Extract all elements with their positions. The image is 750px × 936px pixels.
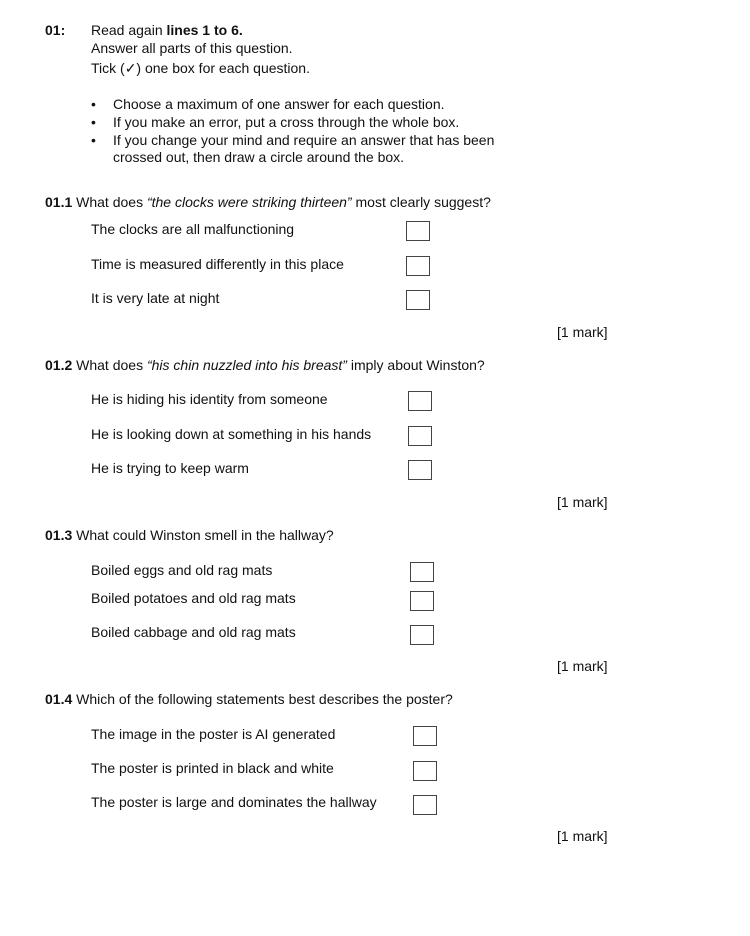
question-prefix: What does: [76, 194, 147, 210]
answer-option: The image in the poster is AI generated: [91, 726, 336, 742]
answer-option: He is looking down at something in his hands: [91, 426, 372, 442]
answer-checkbox[interactable]: [413, 761, 437, 781]
question-quote: “the clocks were striking thirteen”: [146, 194, 352, 210]
answer-option: Boiled eggs and old rag mats: [91, 562, 273, 578]
question-number: 01.1: [45, 194, 73, 210]
question-suffix: most clearly suggest?: [351, 194, 491, 210]
mark-label: [1 mark]: [557, 494, 608, 510]
question-01-3-title: [45, 527, 334, 544]
question-prefix: Which of the following statements best describes the poster?: [76, 691, 453, 707]
instruction-bullet: If you make an error, put a cross through the whole box.: [113, 114, 460, 130]
answer-option: The clocks are all malfunctioning: [91, 221, 295, 237]
answer-option: It is very late at night: [91, 290, 220, 306]
answer-checkbox[interactable]: [410, 591, 434, 611]
answer-checkbox[interactable]: [408, 460, 432, 480]
instruction-bullet: If you change your mind and require an answer that has been: [113, 132, 495, 148]
question-number: 01.3: [45, 527, 73, 543]
intro-line-1-text: Read again: [91, 22, 167, 38]
answer-checkbox[interactable]: [413, 795, 437, 815]
answer-option: The poster is large and dominates the hallway: [91, 794, 377, 810]
answer-checkbox[interactable]: [406, 256, 430, 276]
answer-option: Time is measured differently in this place: [91, 256, 344, 272]
question-prefix: What does: [76, 357, 147, 373]
mark-label: [1 mark]: [557, 324, 608, 340]
question-number: 01.4: [45, 691, 73, 707]
instruction-bullet-continued: crossed out, then draw a circle around the box.: [113, 149, 405, 165]
answer-option: Boiled cabbage and old rag mats: [91, 624, 296, 640]
bullet-dot: •: [91, 96, 96, 112]
intro-line-1-bold: lines 1 to 6.: [166, 22, 243, 38]
answer-checkbox[interactable]: [410, 562, 434, 582]
instruction-bullet: Choose a maximum of one answer for each question.: [113, 96, 445, 112]
answer-checkbox[interactable]: [413, 726, 437, 746]
answer-checkbox[interactable]: [410, 625, 434, 645]
question-01-4-title: [45, 691, 453, 708]
question-number: 01:: [45, 22, 66, 38]
bullet-dot: •: [91, 114, 96, 130]
intro-line-3: Tick (✓) one box for each question.: [91, 60, 310, 76]
answer-option: He is trying to keep warm: [91, 460, 249, 476]
answer-checkbox[interactable]: [408, 426, 432, 446]
intro-line-1: [91, 22, 243, 39]
intro-line-2: Answer all parts of this question.: [91, 40, 293, 56]
question-01-2-title: [45, 357, 485, 374]
question-number: 01.2: [45, 357, 73, 373]
answer-checkbox[interactable]: [408, 391, 432, 411]
mark-label: [1 mark]: [557, 658, 608, 674]
question-suffix: imply about Winston?: [346, 357, 485, 373]
answer-option: Boiled potatoes and old rag mats: [91, 590, 296, 606]
bullet-dot: •: [91, 132, 96, 148]
question-01-1-title: [45, 194, 491, 211]
answer-option: The poster is printed in black and white: [91, 760, 334, 776]
question-prefix: What could Winston smell in the hallway?: [76, 527, 334, 543]
answer-option: He is hiding his identity from someone: [91, 391, 328, 407]
answer-checkbox[interactable]: [406, 290, 430, 310]
answer-checkbox[interactable]: [406, 221, 430, 241]
question-quote: “his chin nuzzled into his breast”: [146, 357, 347, 373]
mark-label: [1 mark]: [557, 828, 608, 844]
